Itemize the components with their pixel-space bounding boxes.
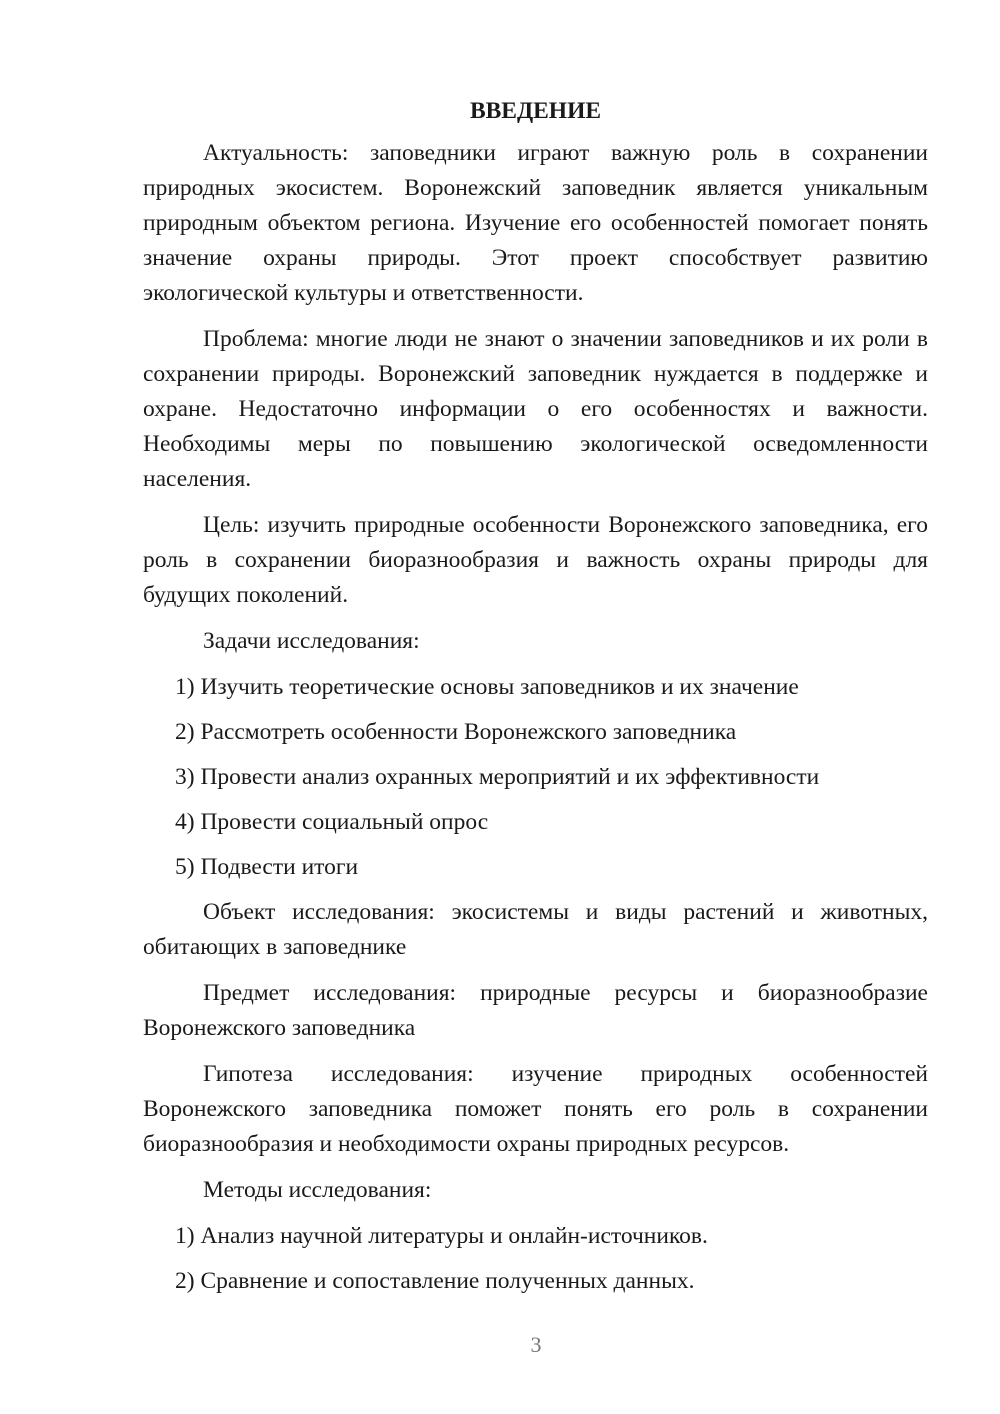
task-item: 4) Провести социальный опрос — [175, 809, 489, 835]
page-number: 3 — [530, 1332, 542, 1357]
goal-paragraph: Цель: изучить природные особенности Воронежского заповедника, его роль в сохранении биоразнообразия и важность охраны природы для будущих поколений. — [143, 512, 928, 608]
task-item: 5) Подвести итоги — [175, 854, 359, 880]
task-item: 1) Изучить теоретические основы заповедников и их значение — [175, 674, 799, 700]
methods-label: Методы исследования: — [203, 1177, 432, 1203]
relevance-paragraph: Актуальность: заповедники играют важную роль в сохранении природных экосистем. Воронежский заповедник является уникальным природным объектом региона. Изучение его особенностей помогает понять значение охраны природы. Этот проект способствует развитию экологической культуры и ответственности. — [143, 140, 928, 306]
hypothesis-paragraph: Гипотеза исследования: изучение природных особенностей Воронежского заповедника поможет понять его роль в сохранении биоразнообразия и необходимости охраны природных ресурсов. — [143, 1061, 928, 1157]
method-item: 1) Анализ научной литературы и онлайн-источников. — [175, 1223, 708, 1249]
object-paragraph: Объект исследования: экосистемы и виды растений и животных, обитающих в заповеднике — [143, 899, 928, 960]
task-item: 2) Рассмотреть особенности Воронежского заповедника — [175, 719, 737, 745]
method-item: 2) Сравнение и сопоставление полученных данных. — [175, 1268, 695, 1294]
problem-paragraph: Проблема: многие люди не знают о значении заповедников и их роли в сохранении природы. Воронежский заповедник нуждается в поддержке и охране. Недостаточно информации о его особенностях и важности. Необходимы меры по повышению экологической осведомленности населения. — [143, 326, 928, 492]
tasks-label: Задачи исследования: — [203, 628, 420, 654]
task-item: 3) Провести анализ охранных мероприятий и их эффективности — [175, 764, 820, 790]
page-content — [143, 96, 928, 1309]
subject-paragraph: Предмет исследования: природные ресурсы и биоразнообразие Воронежского заповедника — [143, 980, 928, 1041]
section-heading: ВВЕДЕНИЕ — [469, 98, 602, 124]
